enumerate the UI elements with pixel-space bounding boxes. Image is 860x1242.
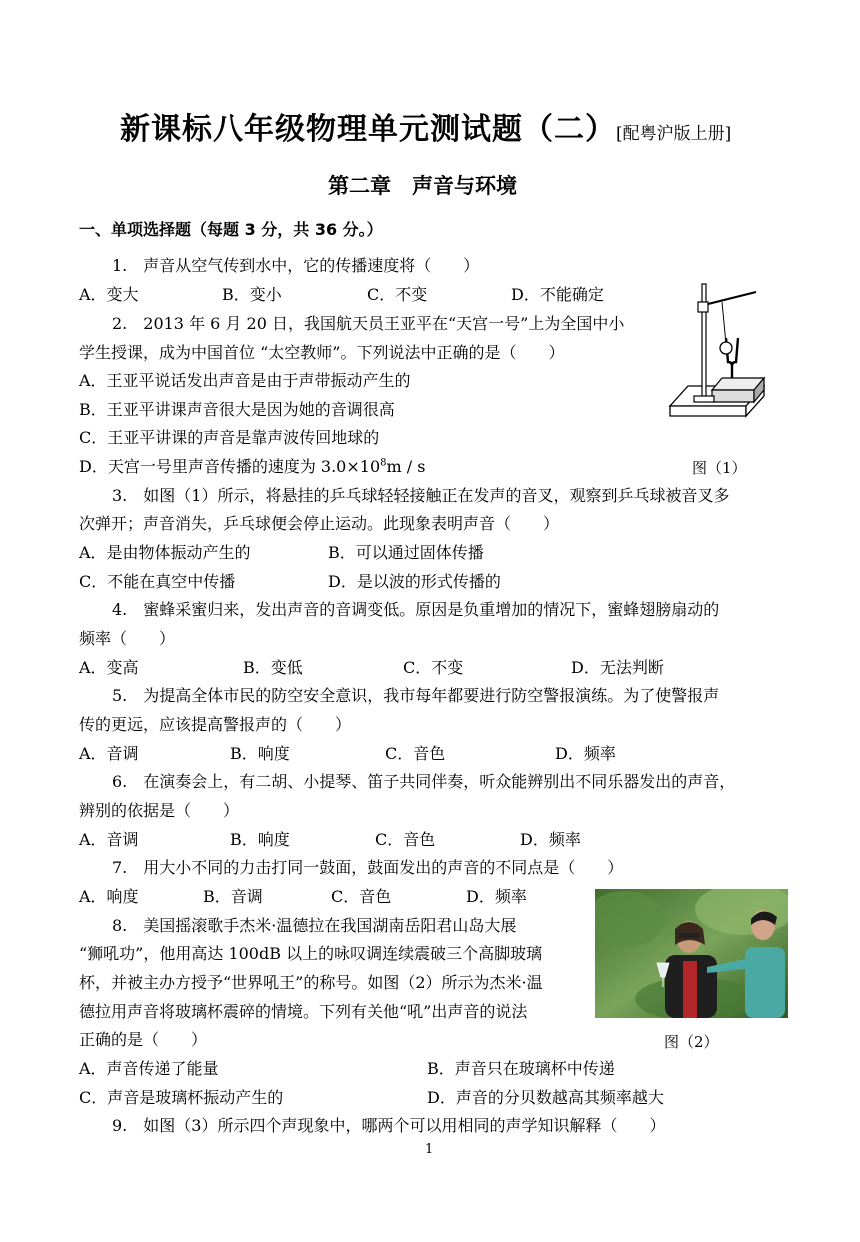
q4-option-c: C．不变 <box>403 658 464 677</box>
q2-option-a: A．王亚平说话发出声音是由于声带振动产生的 <box>79 371 411 390</box>
q8-option-a: A．声音传递了能量 <box>79 1059 219 1078</box>
title-main: 新课标八年级物理单元测试题（二） <box>120 112 616 147</box>
q3-option-b: B．可以通过固体传播 <box>328 543 484 562</box>
q1-option-c: C．不变 <box>367 285 428 304</box>
q5-option-d: D．频率 <box>555 744 616 763</box>
q1-option-b: B．变小 <box>222 285 282 304</box>
question-6-stem-line1: 6. 在演奏会上，有二胡、小提琴、笛子共同伴奏，听众能辨别出不同乐器发出的声音， <box>112 772 736 791</box>
question-5-stem-line2: 传的更远，应该提高警报声的（ ） <box>79 715 352 734</box>
question-9-stem: 9. 如图（3）所示四个声现象中，哪两个可以用相同的声学知识解释（ ） <box>112 1116 666 1135</box>
q3-option-d: D．是以波的形式传播的 <box>328 572 501 591</box>
figure-2-caption: 图（2） <box>664 1033 719 1051</box>
title-edition: [配粤沪版上册] <box>616 124 732 144</box>
question-8-stem-line5: 正确的是（ ） <box>79 1030 208 1049</box>
question-4-stem-line2: 频率（ ） <box>79 629 176 648</box>
q4-option-a: A．变高 <box>79 658 139 677</box>
q8-option-c: C．声音是玻璃杯振动产生的 <box>79 1088 284 1107</box>
q2-option-d-text: D．天宫一号里声音传播的速度为 3.0×10 <box>79 457 381 476</box>
q7-option-c: C．音色 <box>331 887 392 906</box>
q6-option-b: B．响度 <box>230 830 290 849</box>
q1-option-d: D．不能确定 <box>511 285 604 304</box>
question-2-stem-line1: 2. 2013 年 6 月 20 日，我国航天员王亚平在“天宫一号”上为全国中小 <box>112 314 625 333</box>
question-8-stem-line4: 德拉用声音将玻璃杯震碎的情境。下列有关他“吼”出声音的说法 <box>79 1002 528 1021</box>
question-2-stem-line2: 学生授课，成为中国首位 “太空教师”。下列说法中正确的是（ ） <box>79 343 565 362</box>
q3-option-c: C．不能在真空中传播 <box>79 572 236 591</box>
question-3-stem-line1: 3. 如图（1）所示，将悬挂的乒乓球轻轻接触正在发声的音叉，观察到乒乓球被音叉多 <box>112 486 730 505</box>
q6-option-a: A．音调 <box>79 830 139 849</box>
q2-option-d-unit: m / s <box>386 457 426 476</box>
question-8-stem-line1: 8. 美国摇滚歌手杰米·温德拉在我国湖南岳阳君山岛大展 <box>112 916 517 935</box>
question-3-stem-line2: 次弹开；声音消失，乒乓球便会停止运动。此现象表明声音（ ） <box>79 514 560 533</box>
q2-option-d <box>79 458 425 476</box>
question-8-stem-line3: 杯，并被主办方授予“世界吼王”的称号。如图（2）所示为杰米·温 <box>79 973 543 992</box>
question-7-stem: 7. 用大小不同的力击打同一鼓面，鼓面发出的声音的不同点是（ ） <box>112 858 624 877</box>
page-number: 1 <box>425 1142 434 1157</box>
q2-option-d-exponent: 8 <box>380 457 387 469</box>
q5-option-a: A．音调 <box>79 744 139 763</box>
q2-option-b: B．王亚平讲课声音很大是因为她的音调很高 <box>79 400 395 419</box>
figure-1-caption: 图（1） <box>692 459 747 477</box>
q5-option-c: C．音色 <box>385 744 446 763</box>
question-6-stem-line2: 辨别的依据是（ ） <box>79 801 240 820</box>
q4-option-d: D．无法判断 <box>571 658 664 677</box>
q8-option-b: B．声音只在玻璃杯中传递 <box>427 1059 615 1078</box>
q7-option-b: B．音调 <box>203 887 263 906</box>
page-title <box>120 112 731 152</box>
q2-option-c: C．王亚平讲课的声音是靠声波传回地球的 <box>79 428 380 447</box>
singer-photo-figure <box>595 889 788 1018</box>
q3-option-a: A．是由物体振动产生的 <box>79 543 251 562</box>
q5-option-b: B．响度 <box>230 744 290 763</box>
q7-option-a: A．响度 <box>79 887 139 906</box>
tuning-fork-figure <box>664 278 776 428</box>
question-4-stem-line1: 4. 蜜蜂采蜜归来，发出声音的音调变低。原因是负重增加的情况下，蜜蜂翅膀扇动的 <box>112 600 720 619</box>
section-heading: 一、单项选择题（每题 3 分，共 36 分。） <box>79 220 383 239</box>
question-1-stem: 1. 声音从空气传到水中，它的传播速度将（ ） <box>112 256 480 275</box>
chapter-heading: 第二章 声音与环境 <box>328 174 517 198</box>
q6-option-c: C．音色 <box>375 830 436 849</box>
question-8-stem-line2: “狮吼功”，他用高达 100dB 以上的咏叹调连续震破三个高脚玻璃 <box>79 944 543 963</box>
q6-option-d: D．频率 <box>520 830 581 849</box>
q7-option-d: D．频率 <box>466 887 527 906</box>
q8-option-d: D．声音的分贝数越高其频率越大 <box>427 1088 664 1107</box>
q1-option-a: A．变大 <box>79 285 139 304</box>
question-5-stem-line1: 5. 为提高全体市民的防空安全意识，我市每年都要进行防空警报演练。为了使警报声 <box>112 686 720 705</box>
q4-option-b: B．变低 <box>243 658 303 677</box>
